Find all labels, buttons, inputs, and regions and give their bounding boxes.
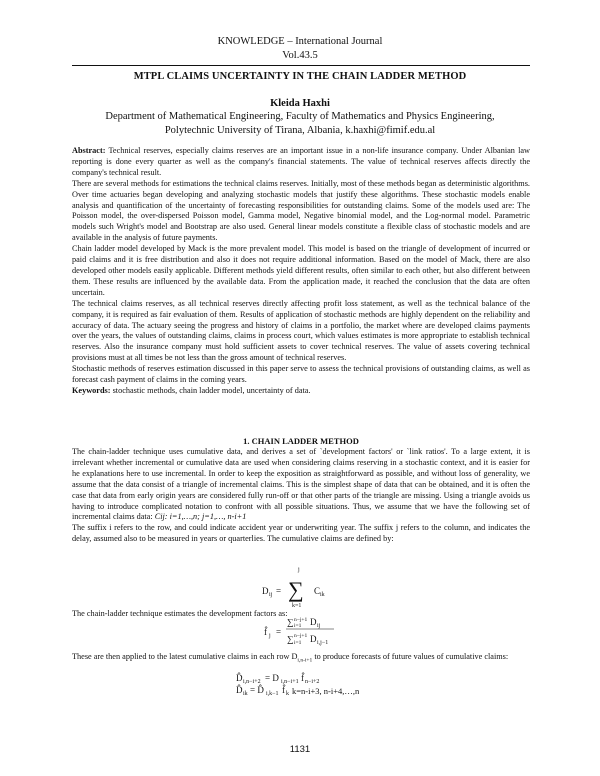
svg-text:D: D — [310, 617, 317, 627]
s1-p4-start: These are then applied to the latest cumulative claims in each row D — [72, 652, 298, 661]
svg-text:f̂: f̂ — [264, 627, 267, 637]
svg-text:=: = — [276, 586, 282, 596]
svg-text:ik: ik — [320, 592, 325, 598]
journal-name: KNOWLEDGE – International Journal — [217, 36, 383, 47]
svg-text:ik: ik — [243, 691, 248, 697]
journal-volume: Vol.43.5 — [282, 50, 318, 61]
svg-text:∑: ∑ — [287, 617, 294, 627]
svg-text:∑: ∑ — [288, 577, 304, 602]
svg-text:∑: ∑ — [287, 634, 294, 644]
paper-title: MTPL CLAIMS UNCERTAINTY IN THE CHAIN LADDER METHOD — [133, 71, 467, 82]
svg-text:D̂: D̂ — [236, 685, 243, 695]
s1-p4-end: to produce forecasts of future values of cumulative claims: — [312, 652, 509, 661]
section-1-paragraph-4 — [72, 652, 530, 667]
svg-text:k=1: k=1 — [292, 603, 302, 609]
svg-text:i,n−i+2: i,n−i+2 — [243, 679, 261, 685]
svg-text:=: = — [276, 627, 282, 637]
svg-text:f̂: f̂ — [282, 685, 285, 695]
svg-text:n−j+1: n−j+1 — [294, 617, 308, 623]
svg-text:D: D — [310, 634, 317, 644]
svg-text:n−i+2: n−i+2 — [305, 679, 320, 685]
abstract-label: Abstract: — [72, 146, 106, 155]
svg-text:D: D — [262, 586, 269, 596]
svg-text:i=1: i=1 — [294, 623, 302, 629]
author-name: Kleida Haxhi — [270, 98, 330, 109]
svg-text:C: C — [314, 586, 321, 596]
incremental-claims-formula: Cij: i=1,…,n; j=1,…, n-i+1 — [154, 512, 247, 522]
abstract-paragraph-2: There are several methods for estimations the technical claims reserves. Initially, most of these methods began as deterministic algorithms. Over time actuaries began developing and analyzing stochastic models that justify these algorithms. These stochastic models enable analysis and quantification of the uncertainty of forecasting responsibilities for outstanding claims. Some of the models used are: The Poisson model, the over-dispersed Poisson model, Gamma model, Negative binomial model, and the Log-normal model. Parametric models such Wright's model and Bootstrap are also used. General linear models constitute a flexible class of stochastic models and are available in the analysis of future payments. — [72, 178, 530, 243]
section-1-heading: 1. CHAIN LADDER METHOD — [243, 436, 359, 446]
svg-text:f̂: f̂ — [301, 673, 304, 683]
abstract-p1-text: Technical reserves, especially claims reserves are an important issue in a non-life insurance company. Under Albanian law reporting is done every quarter as well as the company's financial statements. The value of technical reserves affects directly the company's technical result. — [72, 146, 530, 177]
svg-text:i,j−1: i,j−1 — [317, 640, 329, 646]
svg-text:= D: = D — [265, 673, 279, 683]
s1-p1-text: The chain-ladder technique uses cumulative data, and derives a set of `development factors' or `link ratios'. To a large extent, it is irrelevant whether incremental or cumulative data are used when considering claims reserving in a stochastic context, and it is easier for he explanations here to use incremental. In order to keep the exposition as straightforward as possible, and without loss of generality, we assume that the data consist of a triangle of incremental claims. This is the simplest shape of data that can be obtained, and it is often the case that data from early origin years are considered fully run-off or that other parts of the triangle are missing. Using a triangle avoids us having to introduce complicated notation to confront with all possible situations. Thus, we assume that we have the following set of incremental claims data: — [72, 447, 530, 522]
svg-text:ij: ij — [317, 623, 321, 629]
s1-p4-sub: i,n-i+1 — [297, 657, 313, 664]
section-1-paragraph-2: The suffix i refers to the row, and could indicate accident year or underwriting year. The suffix j refers to the column, and indicates the delay, assumed also to be measured in years or quarterlies. The cumulative claims are defined by: — [72, 523, 530, 544]
author-affiliation-1: Department of Mathematical Engineering, Faculty of Mathematics and Physics Engineering, — [105, 111, 495, 122]
section-1-paragraph-3: The chain-ladder technique estimates the development factors as: — [72, 609, 288, 618]
abstract-paragraph-4: The technical claims reserves, as all technical reserves directly affecting profit loss statement, as well as the technical balance of the company, it is required as fair evaluation of them. Results of application of stochastic methods are highly dependent on the reliability and accuracy of data. The actuary seeing the progress and history of claims in a portfolio, the market where are developed claims payments over the years, the values of outstanding claims, claims in process court, which values estimates is more appropriate to establish technical reserves. Also the insurance company must hold sufficient assets to cover technical reserves. The value of assets covering technical provisions must at all times be not less than the gross amount of technical reserves. — [72, 298, 530, 363]
svg-text:n−j+1: n−j+1 — [294, 633, 308, 639]
page-number: 1131 — [289, 744, 311, 755]
svg-text:k: k — [286, 691, 289, 697]
keywords-text: stochastic methods, chain ladder model, uncertainty of data. — [112, 385, 311, 395]
keywords-label: Keywords: — [72, 385, 111, 395]
svg-text:D̂: D̂ — [236, 673, 243, 683]
svg-text:j: j — [269, 633, 271, 639]
equation-3-range: k=n-i+3, n-i+4,…,n — [292, 686, 360, 696]
author-affiliation-2: Polytechnic University of Tirana, Albania, k.haxhi@fimif.edu.al — [164, 125, 436, 136]
svg-text:= D̂: = D̂ — [250, 685, 264, 695]
svg-text:i=1: i=1 — [294, 640, 302, 646]
abstract-paragraph-5: Stochastic methods of reserves estimation discussed in this paper serve to assess the technical provisions of outstanding claims, as well as forecast cash payment of claims in the coming years. — [72, 364, 530, 385]
svg-text:i,k−1: i,k−1 — [266, 691, 279, 697]
abstract-paragraph-3: Chain ladder model developed by Mack is the more prevalent model. This model is based on the triangle of development of incurred or paid claims and it is free distribution and also it does not require additional information. Based on the model of Mack, there are also developed other models easily applicable. Different methods yield different results, often similar to each other, but also different between them. These results are influenced by the available data. From the application made, it reached the conclusion that the data are often uncertain. — [72, 244, 530, 297]
svg-text:i,n−i+1: i,n−i+1 — [281, 679, 299, 685]
svg-text:ij: ij — [269, 592, 273, 598]
svg-text:j: j — [298, 567, 300, 573]
